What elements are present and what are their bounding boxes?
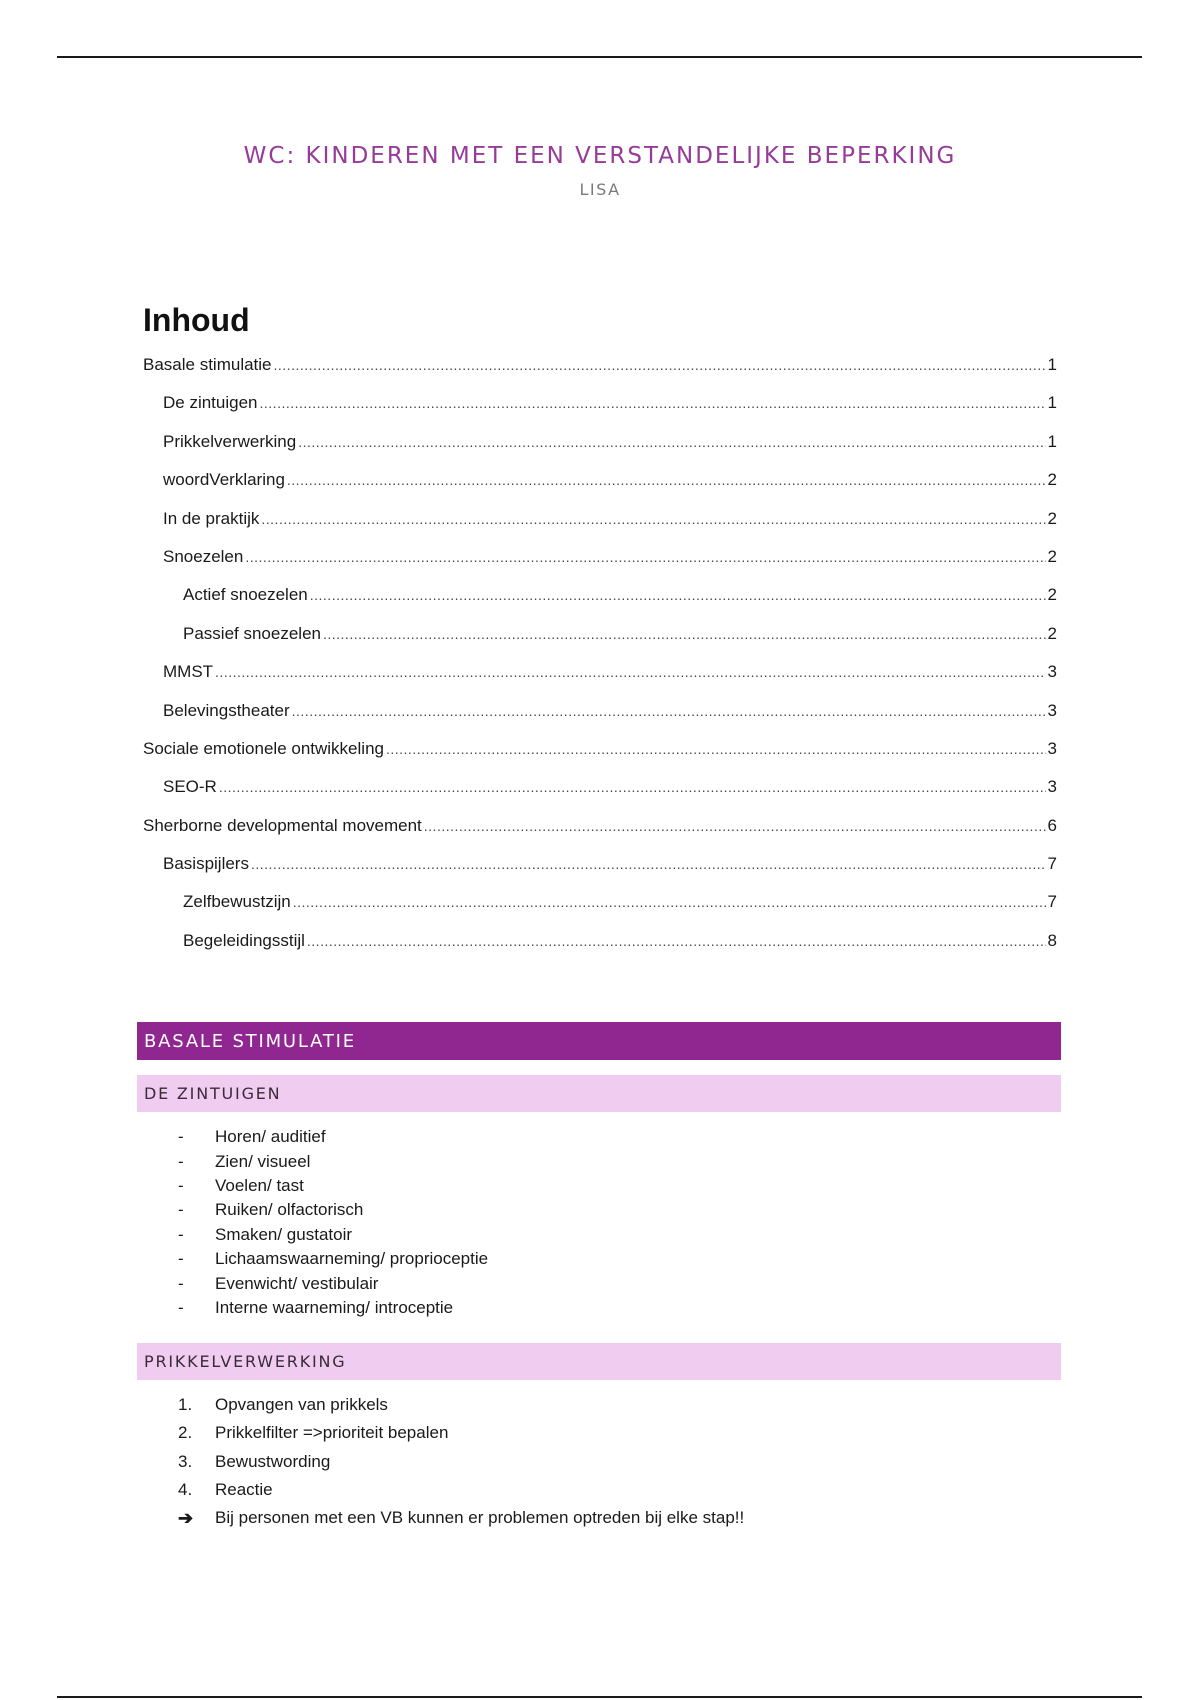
toc-entry[interactable] — [143, 624, 1057, 662]
toc-leader-dots — [274, 357, 1046, 373]
list-item — [178, 1448, 744, 1476]
page-footer-rule — [57, 1696, 1142, 1698]
toc-leader-dots — [251, 856, 1046, 872]
toc-entry-title: Sociale emotionele ontwikkeling — [143, 738, 384, 758]
list-item — [178, 1174, 488, 1198]
toc-leader-dots — [215, 664, 1045, 680]
section-heading-de-zintuigen: DE ZINTUIGEN — [137, 1075, 1061, 1112]
toc-entry-page: 8 — [1047, 930, 1057, 950]
page-header-rule — [57, 56, 1142, 58]
toc-entry-title: Snoezelen — [163, 546, 244, 566]
list-item-text: Ruiken/ olfactorisch — [215, 1200, 364, 1220]
bullet-dash: - — [178, 1249, 184, 1269]
toc-entry-page: 2 — [1047, 508, 1057, 528]
toc-leader-dots — [298, 434, 1045, 450]
list-item — [178, 1198, 488, 1222]
toc-entry-page: 1 — [1047, 393, 1057, 413]
list-item-text: Prikkelfilter =>prioriteit bepalen — [215, 1423, 449, 1443]
prikkelverwerking-list — [178, 1391, 744, 1532]
list-item — [178, 1271, 488, 1295]
bullet-dash: - — [178, 1151, 184, 1171]
toc-leader-dots — [323, 626, 1046, 642]
toc-entry-title: Sherborne developmental movement — [143, 815, 422, 835]
toc-leader-dots — [292, 703, 1046, 719]
document-title: WC: KINDEREN MET EEN VERSTANDELIJKE BEPERKING — [243, 143, 957, 169]
toc-entry[interactable] — [143, 355, 1057, 393]
list-item-text: Opvangen van prikkels — [215, 1395, 388, 1415]
toc-entry-page: 1 — [1047, 355, 1057, 374]
toc-leader-dots — [261, 511, 1045, 527]
toc-leader-dots — [245, 549, 1045, 565]
section-heading-basale-stimulatie: BASALE STIMULATIE — [137, 1022, 1061, 1060]
toc-entry[interactable] — [143, 547, 1057, 585]
document-subtitle: LISA — [579, 180, 621, 199]
toc-entry-title: In de praktijk — [163, 508, 260, 528]
list-item — [178, 1504, 744, 1532]
toc-entry-title: Actief snoezelen — [183, 585, 308, 605]
list-item-text: Smaken/ gustatoir — [215, 1224, 353, 1244]
toc-leader-dots — [424, 818, 1046, 834]
toc-entry[interactable] — [143, 662, 1057, 700]
list-item — [178, 1247, 488, 1271]
list-item-text: Lichaamswaarneming/ proprioceptie — [215, 1249, 489, 1269]
bullet-dash: - — [178, 1297, 184, 1317]
list-number: 2. — [178, 1423, 193, 1443]
toc-leader-dots — [293, 894, 1046, 910]
list-item — [178, 1391, 744, 1419]
toc-entry[interactable] — [143, 739, 1057, 777]
toc-entry-page: 7 — [1047, 892, 1057, 912]
section-heading-prikkelverwerking: PRIKKELVERWERKING — [137, 1343, 1061, 1380]
toc-entry[interactable] — [143, 585, 1057, 623]
table-of-contents — [143, 355, 1057, 969]
list-item — [178, 1419, 744, 1447]
toc-leader-dots — [260, 395, 1046, 411]
toc-entry-page: 6 — [1047, 815, 1057, 835]
toc-entry-page: 3 — [1047, 738, 1057, 758]
list-item-text: Bewustwording — [215, 1451, 331, 1471]
zintuigen-list — [178, 1125, 488, 1320]
toc-entry-title: De zintuigen — [163, 393, 258, 413]
toc-entry-page: 1 — [1047, 431, 1057, 451]
toc-entry[interactable] — [143, 432, 1057, 470]
list-item-text: Voelen/ tast — [215, 1175, 304, 1195]
list-item-text: Interne waarneming/ introceptie — [215, 1297, 454, 1317]
toc-entry-page: 2 — [1047, 585, 1057, 605]
list-number: 4. — [178, 1480, 193, 1500]
toc-entry-title: SEO-R — [163, 777, 217, 797]
toc-entry-title: Basale stimulatie — [143, 355, 272, 374]
list-item — [178, 1476, 744, 1504]
toc-entry-title: MMST — [163, 662, 214, 682]
toc-entry-page: 3 — [1047, 662, 1057, 682]
toc-entry-page: 2 — [1047, 623, 1057, 643]
toc-entry-page: 2 — [1047, 546, 1057, 566]
toc-entry-title: woordVerklaring — [163, 470, 285, 490]
toc-entry[interactable] — [143, 509, 1057, 547]
toc-entry[interactable] — [143, 854, 1057, 892]
toc-entry[interactable] — [143, 816, 1057, 854]
toc-entry[interactable] — [143, 777, 1057, 815]
toc-leader-dots — [307, 933, 1046, 949]
toc-entry-title: Begeleidingsstijl — [183, 930, 305, 950]
toc-entry[interactable] — [143, 701, 1057, 739]
list-number: 1. — [178, 1395, 193, 1415]
list-item-text: Zien/ visueel — [215, 1151, 311, 1171]
toc-entry-title: Passief snoezelen — [183, 623, 321, 643]
toc-entry-title: Belevingstheater — [163, 700, 290, 720]
bullet-dash: - — [178, 1175, 184, 1195]
bullet-dash: - — [178, 1273, 184, 1293]
list-item-text: Reactie — [215, 1480, 273, 1500]
list-item-text: Bij personen met een VB kunnen er problemen optreden bij elke stap!! — [215, 1508, 745, 1528]
toc-entry-page: 2 — [1047, 470, 1057, 490]
toc-entry[interactable] — [143, 393, 1057, 431]
toc-entry[interactable] — [143, 892, 1057, 930]
toc-leader-dots — [287, 472, 1046, 488]
list-number: 3. — [178, 1451, 193, 1471]
toc-entry[interactable] — [143, 470, 1057, 508]
bullet-dash: - — [178, 1224, 184, 1244]
toc-heading: Inhoud — [143, 302, 250, 338]
toc-entry-title: Zelfbewustzijn — [183, 892, 291, 912]
list-item — [178, 1223, 488, 1247]
toc-leader-dots — [219, 779, 1046, 795]
toc-entry-page: 3 — [1047, 700, 1057, 720]
toc-leader-dots — [386, 741, 1046, 757]
list-item-text: Evenwicht/ vestibulair — [215, 1273, 379, 1293]
toc-entry-page: 7 — [1047, 854, 1057, 874]
list-item — [178, 1125, 488, 1149]
arrow-right-icon: ➔ — [178, 1507, 194, 1528]
list-item — [178, 1149, 488, 1173]
toc-entry[interactable] — [143, 931, 1057, 969]
list-item — [178, 1296, 488, 1320]
toc-entry-page: 3 — [1047, 777, 1057, 797]
bullet-dash: - — [178, 1200, 184, 1220]
toc-leader-dots — [310, 587, 1046, 603]
list-item-text: Horen/ auditief — [215, 1127, 326, 1147]
bullet-dash: - — [178, 1127, 184, 1147]
toc-entry-title: Basispijlers — [163, 854, 249, 874]
toc-entry-title: Prikkelverwerking — [163, 431, 297, 451]
